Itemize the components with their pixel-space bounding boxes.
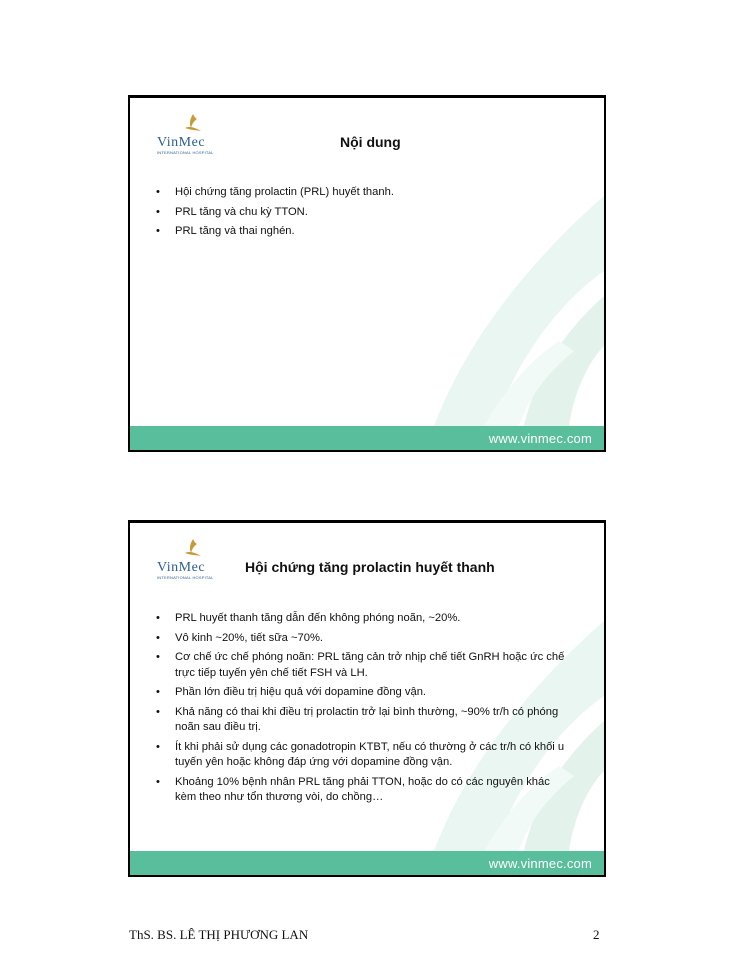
slide-title: Hội chứng tăng prolactin huyết thanh — [245, 559, 495, 575]
bullet-item: • Hội chứng tăng prolactin (PRL) huyết thanh. — [156, 185, 574, 201]
logo-subtitle: INTERNATIONAL HOSPITAL — [157, 575, 214, 580]
bullet-item: • PRL tăng và chu kỳ TTON. — [156, 205, 574, 221]
logo-wordmark: VinMec — [157, 135, 206, 150]
footer-bar — [130, 851, 604, 875]
bullet-item: • Ít khi phải sử dụng các gonadotropin KTBT, nếu có thường ở các tr/h có khối u tuyến yên hoặc không đáp ứng với dopamine đồng vận. — [156, 740, 574, 771]
logo-subtitle: INTERNATIONAL HOSPITAL — [157, 150, 214, 155]
bird-logo-icon — [182, 537, 204, 559]
bullet-list — [156, 611, 574, 810]
bullet-item: • PRL huyết thanh tăng dẫn đến không phóng noãn, ~20%. — [156, 611, 574, 627]
bullet-item: • Vô kinh ~20%, tiết sữa ~70%. — [156, 631, 574, 647]
bullet-item: • PRL tăng và thai nghén. — [156, 224, 574, 240]
bullet-item: • Khoảng 10% bệnh nhân PRL tăng phải TTON, hoặc do có các nguyên khác kèm theo như tổn thương vòi, do chồng… — [156, 775, 574, 806]
footer-url: www.vinmec.com — [488, 431, 592, 446]
vinmec-logo — [157, 537, 229, 580]
page-number: 2 — [593, 927, 600, 942]
page-author: ThS. BS. LÊ THỊ PHƯƠNG LAN — [129, 927, 309, 942]
bullet-list — [156, 185, 574, 244]
vinmec-logo — [157, 112, 229, 155]
bullet-item: • Cơ chế ức chế phóng noãn: PRL tăng cản trở nhịp chế tiết GnRH hoặc ức chế trực tiếp tuyến yên chế tiết FSH và LH. — [156, 650, 574, 681]
footer-bar — [130, 426, 604, 450]
bullet-item: • Khả năng có thai khi điều trị prolactin trở lại bình thường, ~90% tr/h có phóng noãn sau điều trị. — [156, 705, 574, 736]
bullet-item: • Phần lớn điều trị hiệu quả với dopamine đồng vận. — [156, 685, 574, 701]
slide-1 — [128, 95, 606, 452]
bird-logo-icon — [182, 112, 204, 134]
slide-2 — [128, 520, 606, 877]
slide-title: Nội dung — [340, 134, 401, 150]
logo-wordmark: VinMec — [157, 560, 206, 575]
footer-url: www.vinmec.com — [488, 856, 592, 871]
